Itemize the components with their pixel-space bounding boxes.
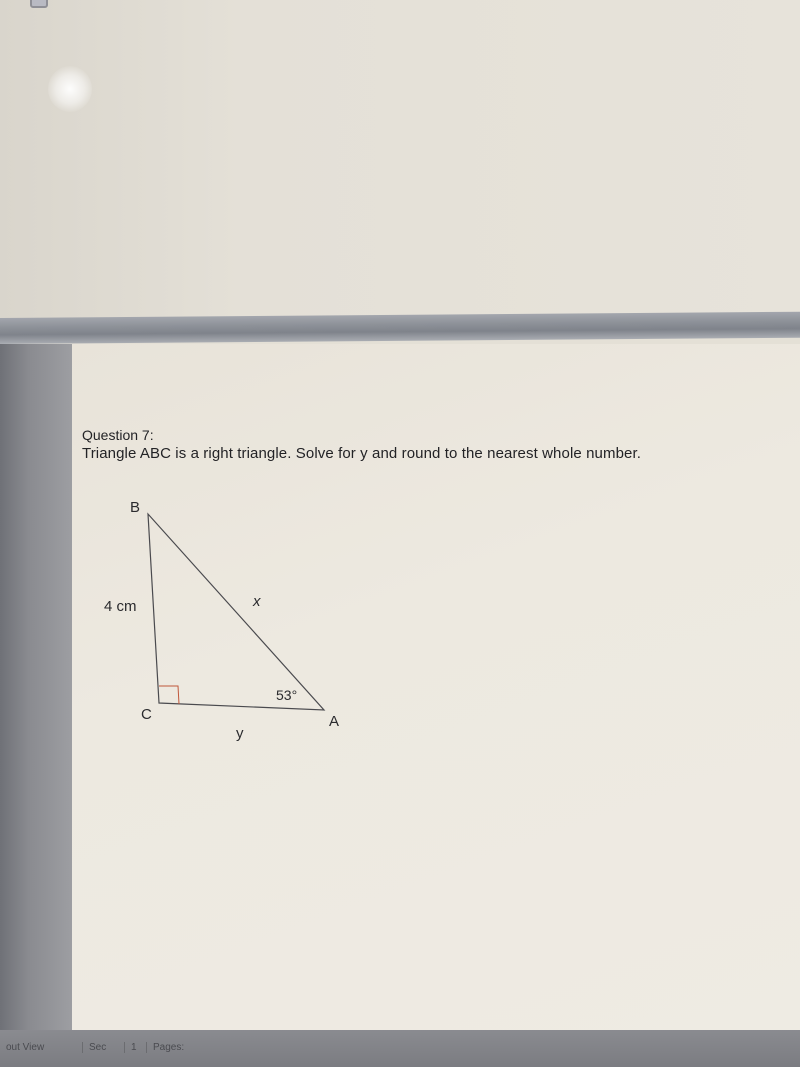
right-angle-marker bbox=[159, 686, 179, 704]
angle-label-a: 53° bbox=[276, 687, 298, 703]
triangle-abc bbox=[148, 514, 324, 710]
pages-label: Pages: bbox=[146, 1042, 184, 1053]
vertex-label-b: B bbox=[130, 499, 141, 516]
question-text: Triangle ABC is a right triangle. Solve for y and round to the nearest whole number. bbox=[82, 445, 641, 462]
document-gutter bbox=[0, 344, 72, 1034]
document-page bbox=[72, 344, 800, 1034]
section-value: 1 bbox=[124, 1042, 137, 1053]
screen-glare bbox=[48, 66, 92, 112]
window-icon bbox=[30, 0, 48, 8]
section-label: Sec bbox=[82, 1042, 106, 1053]
previous-page-area bbox=[0, 0, 800, 322]
triangle-diagram bbox=[72, 344, 800, 1034]
status-bar bbox=[0, 1030, 800, 1067]
side-label-bc: 4 cm bbox=[104, 598, 137, 615]
view-mode-label[interactable]: out View bbox=[6, 1042, 45, 1053]
side-label-ab: x bbox=[253, 593, 261, 610]
page-divider bbox=[0, 312, 800, 344]
side-label-ca: y bbox=[236, 725, 244, 742]
vertex-label-a: A bbox=[329, 713, 340, 730]
vertex-label-c: C bbox=[141, 706, 152, 723]
question-title: Question 7: bbox=[82, 427, 154, 443]
